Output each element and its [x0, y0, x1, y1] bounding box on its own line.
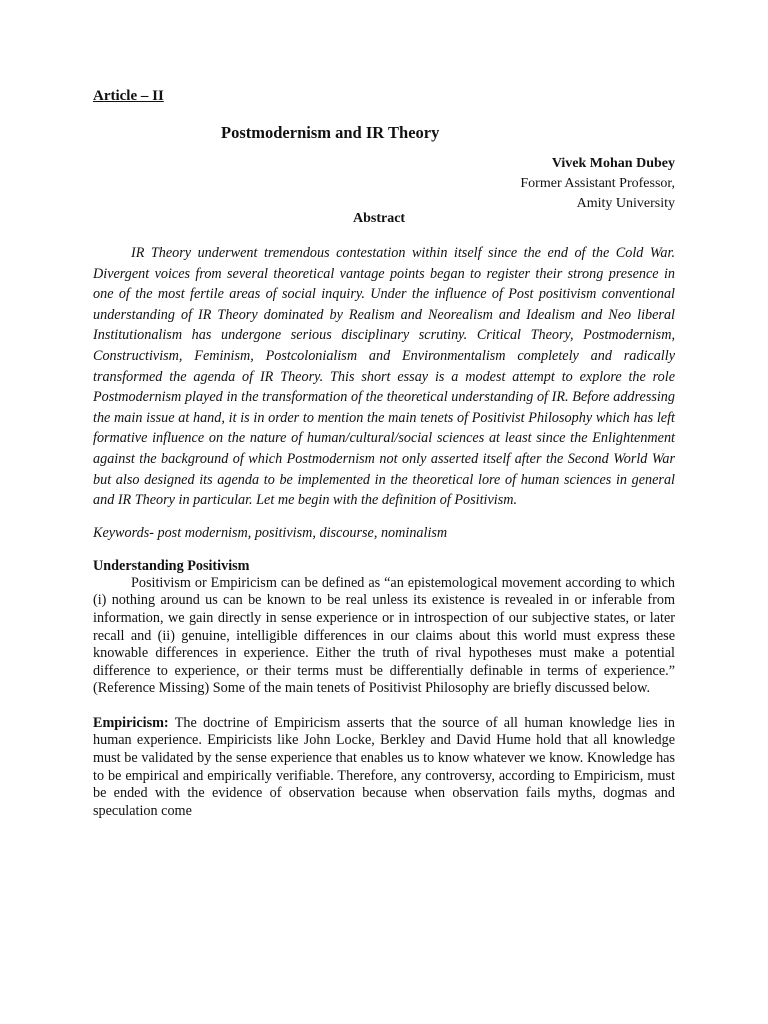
section-heading-understanding-positivism: Understanding Positivism [93, 557, 250, 574]
article-label: Article – II [93, 88, 164, 104]
author-position: Former Assistant Professor, [520, 176, 675, 191]
empiricism-paragraph [93, 715, 675, 821]
author-institution: Amity University [576, 196, 675, 211]
abstract-paragraph: IR Theory underwent tremendous contestation within itself since the end of the Cold War. Divergent voices from several theoretical vantage points began to register their strong presence in one of the most fertile areas of social inquiry. Under the influence of Post positivism conventional understanding of IR Theory dominated by Realism and Neorealism and Idealism and Neo liberal Institutionalism has undergone serious disciplinary scrutiny. Critical Theory, Postmodernism, Constructivism, Feminism, Postcolonialism and Environmentalism completely and radically transformed the agenda of IR Theory. This short essay is a modest attempt to explore the role Postmodernism played in the transformation of the theoretical understanding of IR. Before addressing the main issue at hand, it is in order to mention the main tenets of Positivist Philosophy which has left formative influence on the nature of human/cultural/social sciences at least since the Enlightenment against the background of which Postmodernism not only asserted itself after the Second World War but also designed its agenda to be implemented in the theoretical lore of human sciences in general and IR Theory in particular. Let me begin with the definition of Positivism. [93, 245, 675, 509]
abstract-heading: Abstract [353, 211, 406, 226]
author-block [93, 154, 675, 214]
empiricism-term: Empiricism: [93, 714, 169, 731]
empiricism-text: The doctrine of Empiricism asserts that the source of all human knowledge lies in human experience. Empiricists like John Locke, Berkley and David Hume hold that all knowledge must be validated by the sense experience that enables us to know whatever we know. Knowledge has to be empirical and empirically verifiable. Therefore, any controversy, according to Empiricism, must be ended with the evidence of observation because when observation fails myths, dogmas and speculation come [93, 714, 675, 819]
article-title: Postmodernism and IR Theory [221, 123, 440, 142]
positivism-definition-paragraph: Positivism or Empiricism can be defined as “an epistemological movement according to which (i) nothing around us can be known to be real unless its existence is revealed in or inferable from information, we gain directly in sense experience or in introspection of our subjective states, or later recall and (ii) genuine, intelligible differences in our claims about this world must express these knowable differences in experience. Either the truth of rival hypotheses must make a potential difference to experience, or their terms must be differentially definable in terms of experience.” (Reference Missing) Some of the main tenets of Positivist Philosophy are briefly discussed below. [93, 574, 675, 697]
document-page [93, 86, 675, 820]
author-name: Vivek Mohan Dubey [551, 156, 675, 171]
keywords-line: Keywords- post modernism, positivism, discourse, nominalism [93, 524, 448, 541]
